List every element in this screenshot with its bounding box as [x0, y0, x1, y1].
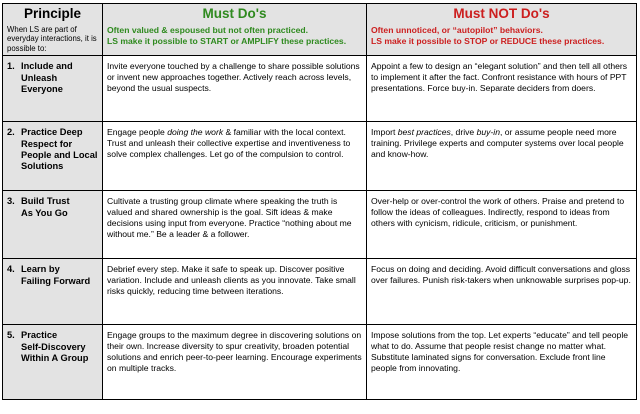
principles-table — [2, 3, 637, 400]
principle-title-line2: Unleash Everyone — [21, 72, 63, 94]
must-text-post: & familiar with the local context. Trust and unleash their collective expertise and inventiveness to solve complex challenges. Let go of the compulsion to control. — [107, 127, 351, 159]
table-row — [3, 325, 637, 400]
principle-title-line1: Build Trust — [21, 196, 70, 207]
must-subtitle-1: Often valued & espoused but not often practiced. — [107, 24, 309, 35]
mustnot-cell: Over-help or over-control the work of others. Praise and pretend to follow the ideas of colleagues. Indirectly, respond to ideas from others with cynicism, ridicule, criticism, or punishment. — [367, 191, 637, 259]
table-row — [3, 191, 637, 259]
mustnot-header-cell — [367, 4, 637, 56]
principles-table-sheet — [2, 3, 636, 409]
must-text-emphasis: doing the work — [167, 127, 224, 138]
principle-title-line1: Practice — [21, 330, 58, 341]
principle-title-line2: Respect for People and Local Solutions — [21, 138, 98, 172]
mustnot-title: Must NOT Do's — [453, 6, 550, 21]
principle-note: When LS are part of everyday interactions, it is possible to: — [7, 24, 97, 53]
header-row — [3, 4, 637, 56]
mustnot-cell: Impose solutions from the top. Let experts “educate” and tell people what to do. Assume that people resist change no matter what. Substitute laminated signs for conversation. Exclude front line people from innovating. — [367, 325, 637, 400]
principle-cell — [3, 325, 103, 400]
mustnot-text-pre: Import — [371, 127, 398, 138]
mustnot-cell: Appoint a few to design an “elegant solution” and then tell all others to implement it after the fact. Confront resistance with hours of PPT presentations. Force buy-in. Separate deciders from doers. — [367, 56, 637, 122]
principle-header-cell — [3, 4, 103, 56]
must-cell: Cultivate a trusting group climate where speaking the truth is valued and shared ownership is the goal. Sift ideas & make decisions using input from everyone. Practice “nothing about me without me.” Be a leader & a follower. — [103, 191, 367, 259]
principle-cell — [3, 259, 103, 325]
principle-cell — [3, 191, 103, 259]
mustnot-subtitle-2: LS make it possible to STOP or REDUCE these practices. — [371, 36, 605, 47]
principle-title: Principle — [23, 6, 82, 21]
principle-title-line2: Self-Discovery Within A Group — [21, 341, 89, 363]
principle-cell — [3, 56, 103, 122]
principle-number: 1. — [7, 61, 15, 72]
principle-title-line1: Practice Deep — [21, 127, 83, 138]
table-row — [3, 56, 637, 122]
must-cell: Engage groups to the maximum degree in discovering solutions on their own. Increase diversity to spur creativity, broaden potential solutions and enrich peer-to-peer learning. Encourage experiments on multiple tracks. — [103, 325, 367, 400]
principle-number: 4. — [7, 264, 15, 275]
mustnot-cell: Focus on doing and deciding. Avoid difficult conversations and gloss over failures. Punish risk-takers when unknowable surprises pop-up. — [367, 259, 637, 325]
table-row — [3, 259, 637, 325]
mustnot-subtitle-1: Often unnoticed, or “autopilot” behaviors. — [371, 24, 543, 35]
mustnot-text-emphasis-2: buy-in — [476, 127, 500, 138]
principle-title-line2: Failing Forward — [21, 275, 91, 286]
principle-number: 3. — [7, 196, 15, 207]
must-cell — [103, 122, 367, 191]
must-cell: Debrief every step. Make it safe to speak up. Discover positive variation. Include and unleash clients as you innovate. Take small risks quickly, reducing time between iterations. — [103, 259, 367, 325]
mustnot-text-emphasis-1: best practices — [397, 127, 451, 138]
mustnot-cell — [367, 122, 637, 191]
must-title: Must Do's — [202, 6, 267, 21]
must-header-cell — [103, 4, 367, 56]
must-subtitle-2: LS make it possible to START or AMPLIFY these practices. — [107, 36, 347, 47]
must-text-pre: Engage people — [107, 127, 168, 138]
principle-title-line2: As You Go — [21, 207, 68, 218]
mustnot-text-post: , or assume people need more training. Privilege experts and computer systems over local people and know-how. — [371, 127, 624, 159]
must-cell: Invite everyone touched by a challenge to share possible solutions or invent new approaches together. Actively reach across levels, beyond the usual suspects. — [103, 56, 367, 122]
table-row — [3, 122, 637, 191]
principle-title-line1: Include and — [21, 61, 73, 72]
principle-number: 2. — [7, 127, 15, 138]
principle-number: 5. — [7, 330, 15, 341]
mustnot-text-mid: , drive — [450, 127, 477, 138]
principle-title-line1: Learn by — [21, 264, 60, 275]
principle-cell — [3, 122, 103, 191]
